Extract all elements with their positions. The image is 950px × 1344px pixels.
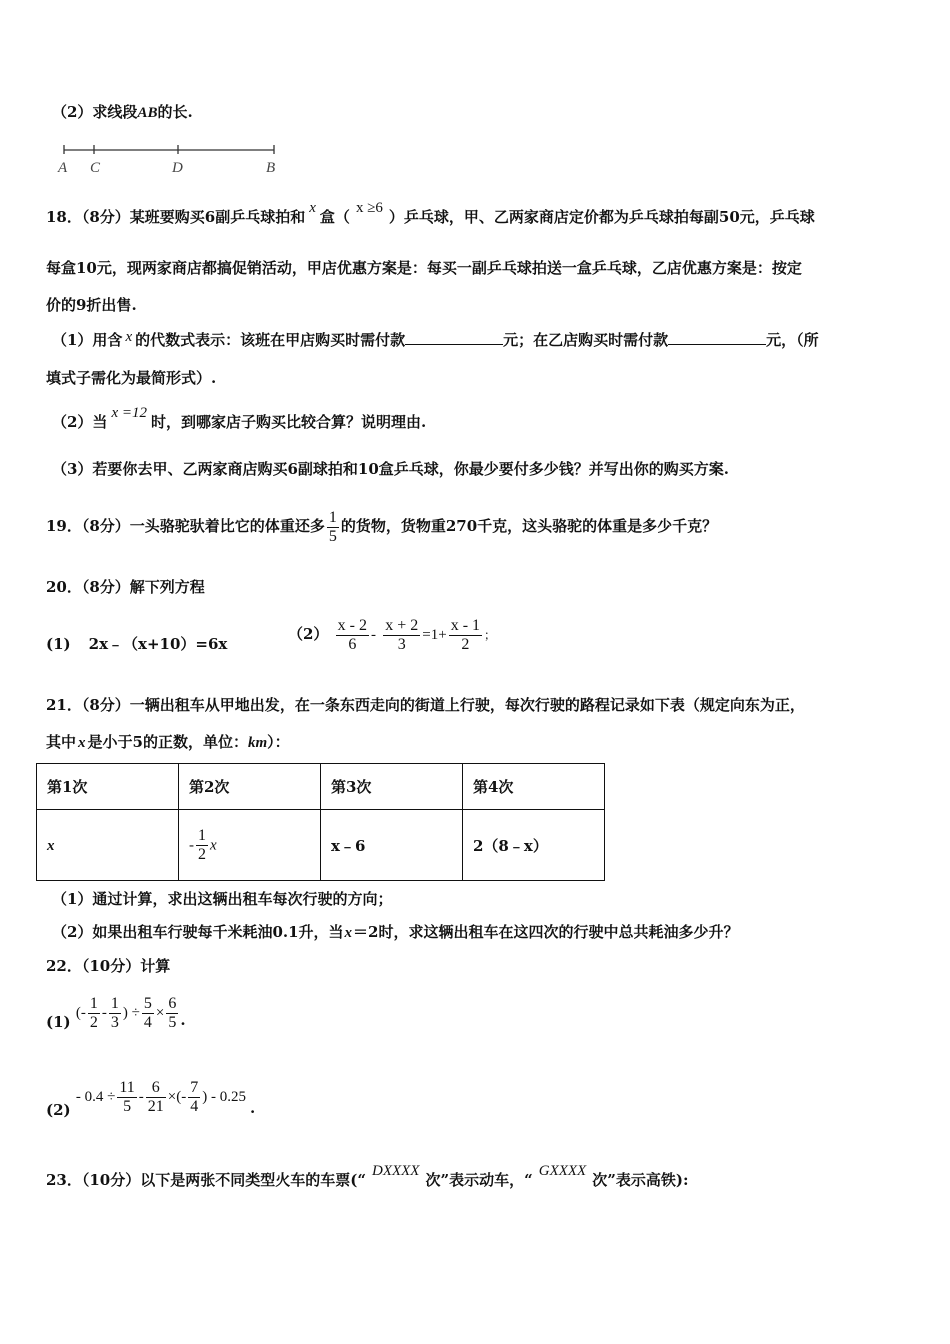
p18-q1-a: （1）用含	[52, 331, 123, 349]
table-cell	[179, 810, 321, 881]
p18-head-text: 18．（8分）某班要购买6副乒乓球拍和	[46, 208, 306, 226]
p22-e2-op1: -	[138, 1089, 144, 1105]
p19	[46, 506, 717, 546]
p19-frac-n: 1	[328, 508, 337, 526]
table-header-row	[37, 764, 605, 810]
p22-e2-f3-n: 7	[190, 1078, 199, 1096]
p22-e1-f4-n: 6	[168, 994, 177, 1012]
table-row	[37, 810, 605, 881]
p22-e1-op3: ×	[155, 1005, 165, 1021]
p21-line2-c: ）：	[267, 733, 290, 751]
p22-e1-f4-d: 5	[168, 1013, 177, 1031]
p20-head: 20．（8分）解下列方程	[46, 578, 205, 596]
cell-2-fraction	[196, 827, 208, 864]
p21-q1: （1）通过计算，求出这辆出租车每次行驶的方向；	[52, 890, 393, 908]
segment-diagram	[52, 140, 292, 180]
p22-q2	[46, 1074, 255, 1119]
p18-head-tail: ）乒乓球，甲、乙两家商店定价都为乒乓球拍每副50元，乒乓球	[388, 208, 815, 226]
p22-e1-frac-1	[88, 995, 100, 1032]
p21-head: 21．（8分）一辆出租车从甲地出发，在一条东西走向的街道上行驶，每次行驶的路程记录如下表（规定向东为正，	[46, 696, 805, 714]
p22-e1-op2: ) ÷	[122, 1005, 140, 1021]
table-header-cell: 第1次	[37, 764, 179, 810]
p20-op1: -	[371, 627, 376, 643]
p21-line2-b: 是小于5的正数，单位：	[87, 733, 248, 751]
p20-f2-n: x + 2	[385, 616, 419, 634]
p20-frac-1	[336, 617, 369, 654]
cell-2-frac-n: 1	[198, 826, 206, 844]
p22-e2-tail: .	[249, 1099, 256, 1117]
p19-fraction	[327, 509, 339, 546]
answer-blank-2[interactable]	[668, 330, 766, 345]
table-header-cell: 第4次	[463, 764, 605, 810]
p18-q1-line2: 填式子需化为最简形式）.	[46, 369, 217, 387]
p20-tail: ；	[484, 628, 497, 642]
p20-q2-label: （2）	[288, 625, 329, 643]
p17-q2-var: AB	[137, 105, 158, 121]
p18-var-x: x	[309, 200, 316, 216]
p22-e1-tail: .	[180, 1011, 186, 1029]
p18-box-text: 盒（	[319, 208, 350, 226]
p19-b: 的货物，货物重270千克，这头骆驼的体重是多少千克？	[340, 517, 718, 535]
p23-b: 次”表示动车，“	[425, 1171, 533, 1189]
p20-q2	[288, 614, 496, 655]
table-cell: x﹣6	[321, 810, 463, 881]
p22-e2-f1-d: 5	[123, 1097, 132, 1115]
p23-gxxxx: GXXXX	[538, 1163, 587, 1179]
p18-head	[46, 200, 815, 228]
p20-frac-2	[383, 617, 420, 654]
p21-line2-a: 其中	[46, 733, 77, 751]
p21-line2	[46, 732, 290, 753]
point-a-label: A	[58, 160, 68, 176]
cell-2-frac-d: 2	[198, 845, 206, 863]
p22-e2-a: - 0.4 ÷	[75, 1089, 116, 1105]
p18-q3: （3）若要你去甲、乙两家商店购买6副球拍和10盒乒乓球，你最少要付多少钱？并写出你的购买方案.	[52, 460, 729, 478]
p21-line2-unit: km	[247, 735, 268, 751]
p19-a: 19．（8分）一头骆驼驮着比它的体重还多	[46, 517, 325, 535]
p22-e1-open: (-	[75, 1005, 86, 1021]
p18-q2-a: （2）当	[52, 413, 108, 431]
point-c-label: C	[90, 160, 101, 176]
p20-f3-d: 2	[461, 635, 470, 653]
point-d-label: D	[172, 160, 183, 176]
p18-q1-d: 元，（所	[766, 331, 819, 349]
p18-q1	[52, 330, 819, 351]
p20-op2: =1+	[422, 627, 447, 643]
p18-q1-b: 的代数式表示：该班在甲店购买时需付款	[135, 331, 406, 349]
p22-e1-op1: -	[101, 1005, 107, 1021]
p18-q1-c: 元；在乙店购买时需付款	[503, 331, 669, 349]
p22-e1-f2-n: 1	[110, 994, 119, 1012]
p23-dxxxx: DXXXX	[371, 1163, 420, 1179]
p22-e1-frac-4	[166, 995, 178, 1032]
p18-line3: 价的9折出售.	[46, 296, 137, 314]
p22-e2-frac-3	[188, 1079, 200, 1116]
p22-e1-f1-n: 1	[89, 994, 98, 1012]
p22-e1-f3-d: 4	[143, 1013, 152, 1031]
p22-q1	[46, 990, 186, 1035]
p23	[46, 1163, 689, 1191]
p23-c: 次”表示高铁):	[592, 1171, 689, 1189]
p22-e2-frac-1	[117, 1079, 136, 1116]
p18-q2	[52, 405, 427, 433]
p20-f3-n: x - 1	[450, 616, 481, 634]
p22-e1-frac-2	[109, 995, 121, 1032]
p20-f1-n: x - 2	[337, 616, 367, 634]
p21-line2-var: x	[78, 735, 86, 751]
p18-q2-eq: x =12	[111, 405, 147, 421]
table-cell	[37, 810, 179, 881]
table-header-cell: 第3次	[321, 764, 463, 810]
p22-e1-f3-n: 5	[143, 994, 152, 1012]
p20-q1	[46, 634, 227, 654]
point-b-label: B	[266, 160, 276, 176]
p22-e2-f2-n: 6	[146, 1079, 166, 1098]
p22-e2-f2-d: 21	[147, 1097, 164, 1115]
p20-f2-d: 3	[397, 635, 406, 653]
p18-condition: x ≥6	[355, 200, 383, 216]
p21-q2-b: ＝2时，求这辆出租车在这四次的行驶中总共耗油多少升？	[353, 923, 739, 941]
p17-q2	[52, 102, 193, 123]
p18-q1-var: x	[125, 329, 133, 345]
p21-q2-a: （2）如果出租车行驶每千米耗油0.1升，当	[52, 923, 344, 941]
trip-table	[36, 763, 605, 881]
p22-e2-op2: ×(-	[167, 1089, 187, 1105]
cell-1-text: x	[47, 837, 55, 854]
p21-q2	[52, 922, 739, 943]
p18-line2: 每盒10元，现两家商店都搞促销活动，甲店优惠方案是：每买一副乒乓球拍送一盒乒乓球，乙店优惠方案是：按定	[46, 259, 802, 277]
cell-2-var: x	[210, 837, 217, 853]
p20-frac-3	[449, 617, 482, 654]
p20-q1-eq: 2x﹣（x+10）=6x	[88, 635, 228, 653]
p17-q2-text: （2）求线段	[52, 103, 138, 121]
p23-a: 23．（10分）以下是两张不同类型火车的车票(“	[46, 1171, 366, 1189]
p20-q1-label: (1)	[46, 635, 71, 653]
cell-2-sign: -	[189, 837, 194, 853]
p21-q2-var: x	[344, 925, 353, 941]
p17-q2-tail: 的长.	[157, 103, 193, 121]
p22-e1-f1-d: 2	[89, 1013, 98, 1031]
p22-e2-op3: ) - 0.25	[202, 1089, 246, 1105]
p19-frac-d: 5	[328, 527, 337, 545]
p22-e1-frac-3	[142, 995, 154, 1032]
table-header-cell: 第2次	[179, 764, 321, 810]
p22-e1-f2-d: 3	[110, 1013, 119, 1031]
p22-head: 22．（10分）计算	[46, 957, 171, 975]
p22-q1-label: (1)	[46, 1013, 71, 1031]
p22-e2-frac-2	[146, 1079, 166, 1116]
p20-f1-d: 6	[348, 635, 357, 653]
table-cell: 2（8﹣x）	[463, 810, 605, 881]
p22-e2-f1-n: 11	[119, 1078, 135, 1096]
p22-q2-label: (2)	[46, 1101, 71, 1119]
answer-blank-1[interactable]	[405, 330, 503, 345]
p22-e2-f3-d: 4	[190, 1097, 199, 1115]
p18-q2-b: 时，到哪家店子购买比较合算？说明理由.	[150, 413, 427, 431]
